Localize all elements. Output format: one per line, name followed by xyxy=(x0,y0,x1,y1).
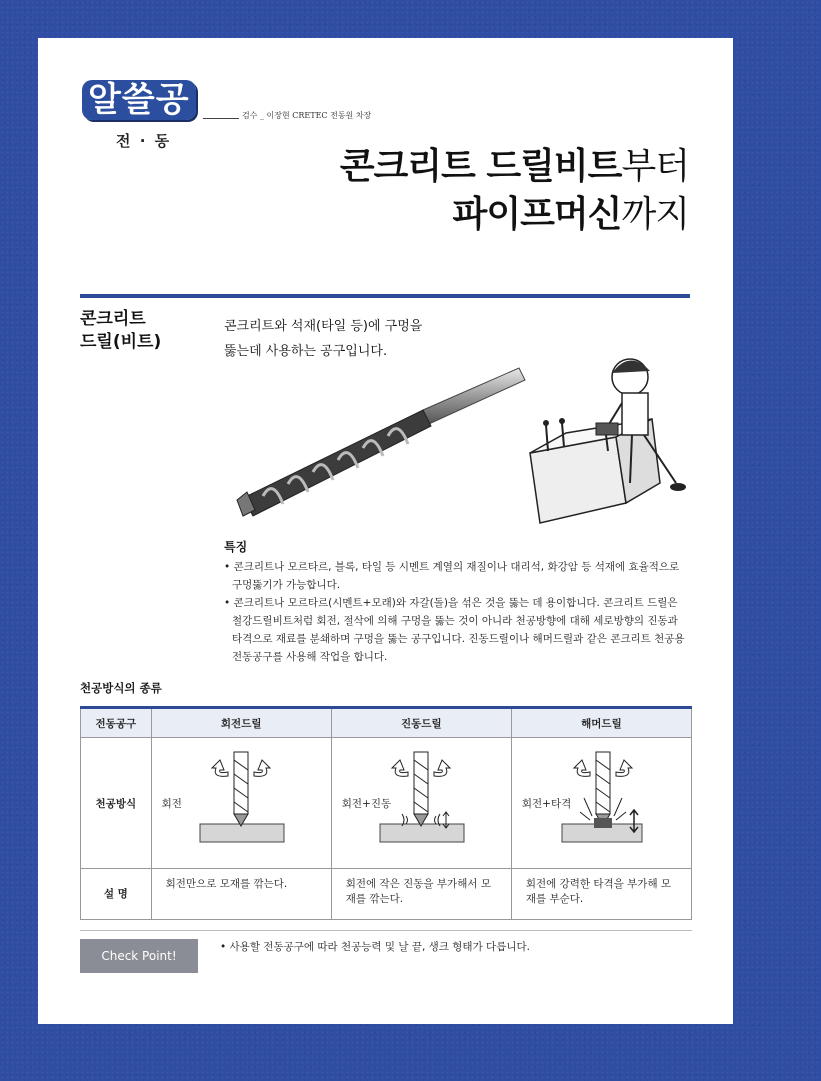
intro-line2: 뚫는데 사용하는 공구입니다. xyxy=(224,344,388,359)
section-intro xyxy=(224,314,422,364)
method-cell-rotation xyxy=(151,738,331,869)
rotary-drill-diagram xyxy=(152,738,330,866)
feature-item: • 콘크리트나 모르타르, 블록, 타일 등 시멘트 계열의 재질이나 대리석, 화강암 등 석재에 효율적으로 구멍뚫기가 가능합니다. xyxy=(224,561,680,591)
table-title: 천공방식의 종류 xyxy=(80,681,162,695)
section-title-line1: 콘크리트 xyxy=(80,309,146,329)
vibration-drill-diagram xyxy=(332,738,510,866)
title-bold: 콘크리트 드릴비트 xyxy=(339,146,622,187)
method-label: 회전+타격 xyxy=(521,798,572,810)
worker-drilling-illustration xyxy=(526,333,686,533)
header-cell: 진동드릴 xyxy=(331,708,511,738)
feature-item: • 콘크리트나 모르타르(시멘트+모래)와 자갈(돌)을 섞은 것을 뚫는 데 용이합니다. 콘크리트 드릴은 철강드릴비트처럼 회전, 절삭에 의해 구멍을 뚫는 것이 아니라 천공방향에 대해 세로방향의 진동과 타격으로 재료를 분쇄하며 구멍을 뚫는 공구입니다. 진동드릴이나 해머드릴과 같은 콘크리트 천공용 전동공구를 사용해 작업을 합니다. xyxy=(224,597,685,663)
logo xyxy=(82,78,196,122)
title-bold: 파이프머신 xyxy=(452,194,622,235)
drill-bit-image xyxy=(233,358,533,518)
section-title xyxy=(80,308,161,354)
table-cell: 회전에 작은 진동을 부가해서 모재를 깎는다. xyxy=(331,869,511,920)
check-point-button[interactable]: Check Point! xyxy=(80,939,198,973)
divider xyxy=(80,930,692,931)
table-cell: 회전만으로 모재를 깎는다. xyxy=(151,869,331,920)
method-label: 회전+진동 xyxy=(341,798,392,810)
logo-text: 알쓸공 xyxy=(82,80,196,120)
check-point-text: • 사용할 전동공구에 따라 천공능력 및 날 끝, 생크 형태가 다릅니다. xyxy=(220,941,530,953)
article-page xyxy=(38,38,733,1024)
method-cell-vibration xyxy=(331,738,511,869)
hammer-drill-diagram xyxy=(512,738,690,866)
table-row xyxy=(81,869,692,920)
table-header-row xyxy=(81,708,692,738)
intro-line1: 콘크리트와 석재(타일 등)에 구멍을 xyxy=(224,319,423,334)
features-heading: 특징 xyxy=(224,540,248,554)
credit-text: 검수 _ 이장현 CRETEC 전동원 차장 xyxy=(242,111,372,120)
header-cell: 해머드릴 xyxy=(511,708,691,738)
section-title-line2: 드릴(비트) xyxy=(80,332,162,352)
title-thin: 부터 xyxy=(621,146,689,187)
header-cell: 회전드릴 xyxy=(151,708,331,738)
method-cell-hammer xyxy=(511,738,691,869)
table-cell: 회전에 강력한 타격을 부가해 모재를 부순다. xyxy=(511,869,691,920)
page-title-line1 xyxy=(340,138,689,189)
drilling-methods-table xyxy=(80,706,692,920)
credit-rule xyxy=(203,118,239,119)
row-label: 설 명 xyxy=(81,869,152,920)
page-title-line2 xyxy=(453,186,689,237)
method-label: 회전 xyxy=(161,798,182,810)
table-row xyxy=(81,738,692,869)
header-cell: 전동공구 xyxy=(81,708,152,738)
category-label: 전 · 동 xyxy=(116,132,172,150)
features-list xyxy=(224,558,686,666)
row-label: 천공방식 xyxy=(81,738,152,869)
title-thin: 까지 xyxy=(621,194,689,235)
section-divider xyxy=(80,294,690,298)
